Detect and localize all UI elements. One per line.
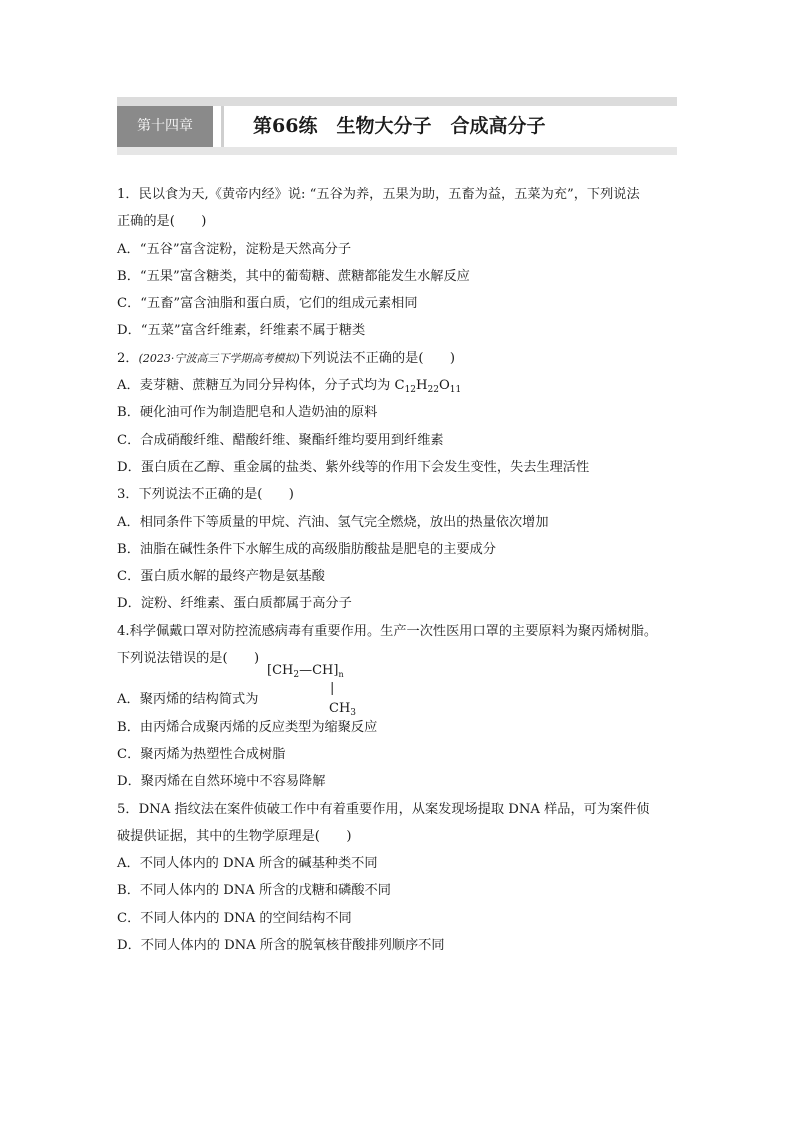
question-2-option-c: C．合成硝酸纤维、醋酸纤维、聚酯纤维均要用到纤维素	[117, 432, 444, 448]
question-1-option-b: B．“五果”富含糖类，其中的葡萄糖、蔗糖都能发生水解反应	[117, 268, 470, 284]
question-2-stem	[117, 345, 682, 372]
question-1-option-d: D．“五菜”富含纤维素，纤维素不属于糖类	[117, 323, 366, 339]
formula-main-chain: $[CH_2—CH]_n$	[267, 663, 344, 681]
chapter-header	[117, 97, 677, 155]
question-3-option-b: B．油脂在碱性条件下水解生成的高级脂肪酸盐是肥皂的主要成分	[117, 541, 496, 557]
question-2-option-b: B．硬化油可作为制造肥皂和人造奶油的原料	[117, 405, 378, 421]
question-1-stem-line-1: 1．民以食为天,《黄帝内经》说: “五谷为养，五果为助，五畜为益，五菜为充”，下列说法	[117, 187, 640, 202]
page-title: 第66练 生物大分子 合成高分子	[253, 115, 546, 137]
question-1-stem-line-2: 正确的是( )	[117, 214, 207, 230]
question-2-option-d: D．蛋白质在乙醇、重金属的盐类、紫外线等的作用下会发生变性，失去生理活性	[117, 459, 590, 475]
header-bottom-band	[117, 147, 677, 155]
formula-vertical-bond: |	[330, 681, 335, 697]
question-5-option-b: B．不同人体内的 DNA 所含的戊糖和磷酸不同	[117, 883, 391, 899]
question-1-option-c: C．“五畜”富含油脂和蛋白质，它们的组成元素相同	[117, 296, 418, 312]
question-5-option-c: C．不同人体内的 DNA 的空间结构不同	[117, 910, 352, 926]
question-list	[117, 181, 682, 959]
question-5-stem-line-2: 破提供证据，其中的生物学原理是( )	[117, 828, 352, 844]
question-3-option-a: A．相同条件下等质量的甲烷、汽油、氢气完全燃烧，放出的热量依次增加	[117, 514, 549, 530]
question-2-stem-text: 下列说法不正确的是( )	[299, 350, 456, 366]
question-5-option-d: D．不同人体内的 DNA 所含的脱氧核苷酸排列顺序不同	[117, 938, 445, 954]
question-3-option-d: D．淀粉、纤维素、蛋白质都属于高分子	[117, 596, 352, 612]
formula-methyl-group: $CH_3$	[329, 701, 357, 719]
question-2-number: 2．	[117, 350, 139, 366]
question-4-option-b: B．由丙烯合成聚丙烯的反应类型为缩聚反应	[117, 719, 378, 735]
question-4-option-c: C．聚丙烯为热塑性合成树脂	[117, 746, 286, 762]
chapter-tab: 第十四章	[117, 106, 213, 147]
question-3-option-c: C．蛋白质水解的最终产物是氨基酸	[117, 569, 325, 585]
question-4-option-d: D．聚丙烯在自然环境中不容易降解	[117, 774, 326, 790]
question-4-stem-line-2: 下列说法错误的是( )	[117, 651, 260, 667]
header-divider	[221, 106, 224, 147]
question-5-option-a: A．不同人体内的 DNA 所含的碱基种类不同	[117, 856, 378, 872]
question-1-option-a: A．“五谷”富含淀粉，淀粉是天然高分子	[117, 241, 352, 257]
question-4-stem-line-1: 4.科学佩戴口罩对防控流感病毒有重要作用。生产一次性医用口罩的主要原料为聚丙烯树脂。	[117, 623, 658, 639]
question-3-stem: 3．下列说法不正确的是( )	[117, 487, 294, 503]
question-4-option-a: A．聚丙烯的结构简式为	[117, 692, 259, 708]
question-2-option-a: A．麦芽糖、蔗糖互为同分异构体，分子式均为 $C_{12}H_{22}O_{11}$	[117, 378, 462, 396]
question-5-stem-line-1: 5．DNA 指纹法在案件侦破工作中有着重要作用，从案发现场提取 DNA 样品，可为案件侦	[117, 801, 650, 817]
question-2-source: (2023·宁波高三下学期高考模拟)	[138, 351, 300, 365]
header-top-band	[117, 97, 677, 106]
